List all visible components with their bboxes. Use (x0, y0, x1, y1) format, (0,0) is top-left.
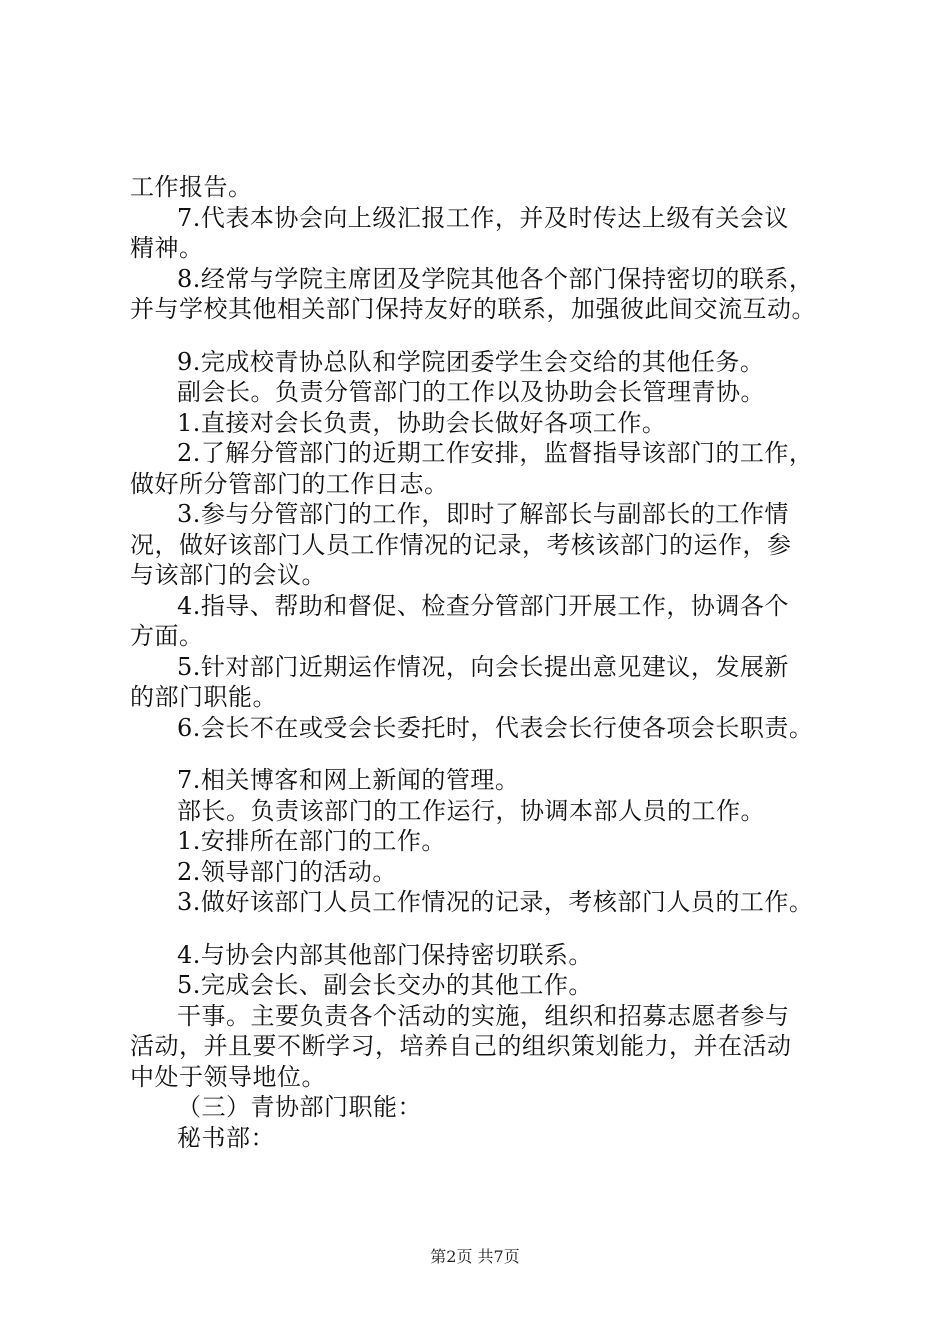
text-line: 工作报告。 (130, 173, 253, 201)
text-line: 况，做好该部门人员工作情况的记录，考核该部门的运作，参 (130, 530, 792, 559)
text-line: 8.经常与学院主席团及学院其他各个部门保持密切的联系， (177, 264, 814, 293)
text-line: 方面。 (130, 622, 204, 650)
text-line: 3.参与分管部门的工作，即时了解部长与副部长的工作情 (177, 500, 789, 528)
text-line: 3.做好该部门人员工作情况的记录，考核部门人员的工作。 (177, 888, 814, 916)
text-line: 2.领导部门的活动。 (177, 857, 397, 886)
text-line: 秘书部： (177, 1123, 275, 1152)
text-line: 6.会长不在或受会长委托时，代表会长行使各项会长职责。 (177, 713, 814, 742)
text-line: 活动，并且要不断学习，培养自己的组织策划能力，并在活动 (130, 1032, 792, 1060)
paragraph-gap (130, 918, 850, 940)
text-line: 与该部门的会议。 (130, 561, 326, 589)
document-body (130, 172, 850, 1153)
text-line: 7.代表本协会向上级汇报工作，并及时传达上级有关会议 (177, 203, 789, 232)
text-line: 7.相关博客和网上新闻的管理。 (177, 766, 520, 794)
text-line: 干事。主要负责各个活动的实施，组织和招募志愿者参与 (177, 1001, 790, 1030)
page-footer (0, 1244, 950, 1267)
paragraph-gap (130, 325, 850, 347)
paragraph-gap (130, 743, 850, 765)
text-line: 4.与协会内部其他部门保持密切联系。 (177, 940, 593, 969)
page-indicator: 第2页 共7页 (430, 1247, 520, 1266)
text-line: 5.完成会长、副会长交办的其他工作。 (177, 971, 593, 999)
text-line: 9.完成校青协总队和学院团委学生会交给的其他任务。 (177, 347, 765, 376)
text-line: 1.直接对会长负责，协助会长做好各项工作。 (177, 408, 667, 437)
text-line: 的部门职能。 (130, 683, 277, 711)
text-line: （三）青协部门职能： (177, 1093, 422, 1121)
text-line: 5.针对部门近期运作情况，向会长提出意见建议，发展新 (177, 652, 789, 681)
text-line: 精神。 (130, 234, 204, 262)
text-line: 副会长。负责分管部门的工作以及协助会长管理青协。 (177, 378, 765, 406)
text-line: 部长。负责该部门的工作运行，协调本部人员的工作。 (177, 796, 765, 825)
text-line: 并与学校其他相关部门保持友好的联系，加强彼此间交流互动。 (130, 295, 816, 323)
text-line: 做好所分管部门的工作日志。 (130, 469, 449, 498)
text-line: 4.指导、帮助和督促、检查分管部门开展工作，协调各个 (177, 591, 789, 620)
text-line: 1.安排所在部门的工作。 (177, 827, 446, 855)
text-line: 2.了解分管部门的近期工作安排，监督指导该部门的工作， (177, 439, 814, 467)
text-line: 中处于领导地位。 (130, 1062, 326, 1091)
